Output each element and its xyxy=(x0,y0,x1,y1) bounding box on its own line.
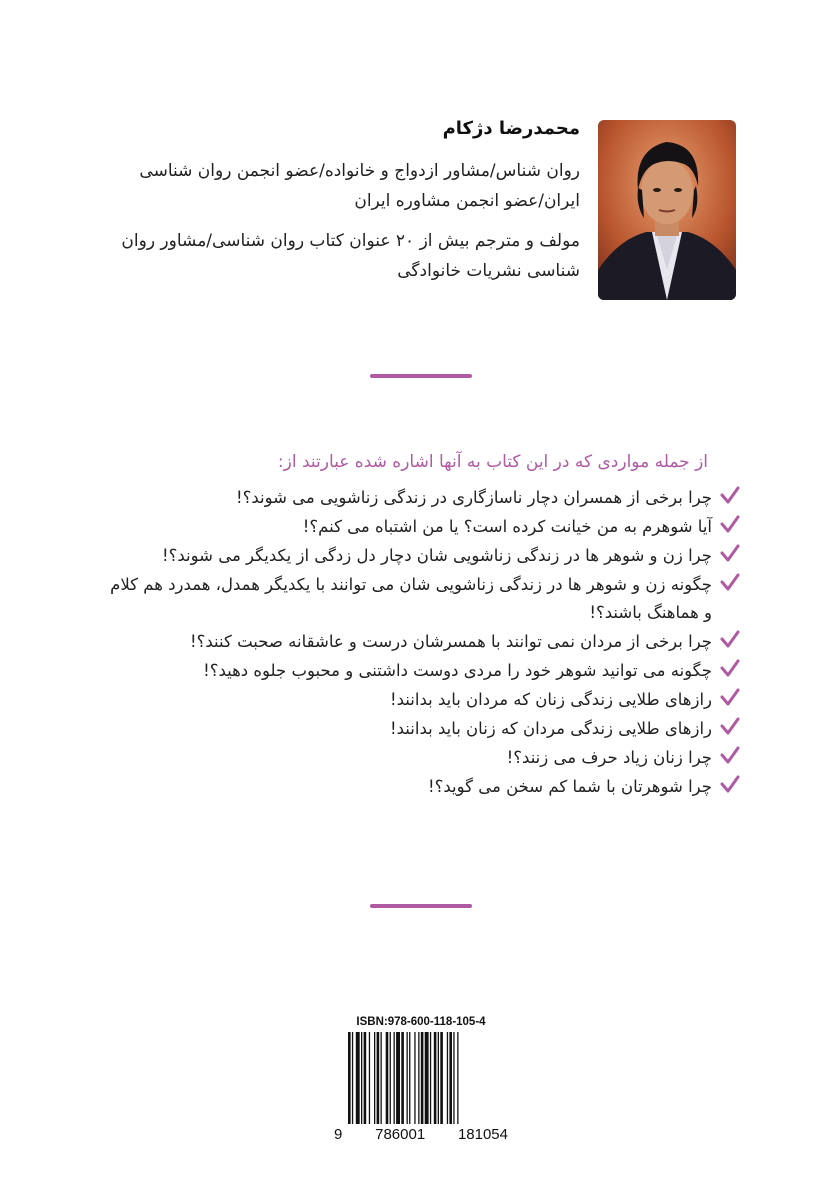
topic-text: چگونه زن و شوهر ها در زندگی زناشویی شان می توانند با یکدیگر همدل، همدرد هم کلام و هماهنگ باشند؟! xyxy=(110,575,712,622)
isbn-barcode xyxy=(334,1016,508,1146)
topic-text: آیا شوهرم به من خیانت کرده است؟ یا من اشتباه می کنم؟! xyxy=(302,517,712,536)
barcode-bar xyxy=(390,1032,391,1124)
topic-text: رازهای طلایی زندگی مردان که زنان باید بدانند! xyxy=(390,719,712,738)
barcode-bar xyxy=(386,1032,389,1124)
topic-text: چرا زن و شوهر ها در زندگی زناشویی شان دچار دل زدگی از یکدیگر می شوند؟! xyxy=(162,546,712,565)
checkmark-icon xyxy=(718,628,740,656)
barcode-bar xyxy=(377,1032,380,1124)
topic-item xyxy=(100,513,740,541)
barcode-bar xyxy=(374,1032,375,1124)
author-bio-publications: مولف و مترجم بیش از ۲۰ عنوان کتاب روان شناسی/مشاور روان شناسی نشریات خانوادگی xyxy=(121,231,580,281)
barcode-bar xyxy=(434,1032,437,1124)
section-divider-top xyxy=(370,374,472,378)
checkmark-icon xyxy=(718,571,740,599)
barcode-bars xyxy=(334,1032,508,1128)
barcode-bar xyxy=(356,1032,360,1124)
author-bio-credentials: روان شناس/مشاور ازدواج و خانواده/عضو انجمن روان شناسی ایران/عضو انجمن مشاوره ایران xyxy=(139,161,580,211)
topic-item xyxy=(100,686,740,714)
barcode-bar xyxy=(418,1032,419,1124)
barcode-bar xyxy=(414,1032,415,1124)
barcode-digit-group-left: 786001 xyxy=(375,1126,426,1143)
barcode-bar xyxy=(449,1032,452,1124)
barcode-bar xyxy=(364,1032,367,1124)
author-name: محمدرضا دژکام xyxy=(442,118,580,139)
topic-item xyxy=(100,715,740,743)
barcode-bar xyxy=(457,1032,458,1124)
barcode-bar xyxy=(409,1032,410,1124)
barcode-bar xyxy=(369,1032,370,1124)
barcode-bar xyxy=(430,1032,431,1124)
barcode-bar xyxy=(440,1032,443,1124)
barcode-bar xyxy=(407,1032,408,1124)
barcode-bar xyxy=(396,1032,400,1124)
checkmark-icon xyxy=(718,484,740,512)
barcode-bar xyxy=(361,1032,362,1124)
barcode-bar xyxy=(352,1032,353,1124)
author-photo xyxy=(598,120,736,300)
barcode-digit-prefix: 9 xyxy=(334,1126,343,1143)
barcode-digit-group-right: 181054 xyxy=(457,1126,508,1143)
barcode-bar xyxy=(425,1032,429,1124)
topic-text: چرا زنان زیاد حرف می زنند؟! xyxy=(506,748,712,767)
topic-item xyxy=(100,773,740,801)
topic-item xyxy=(100,571,740,627)
topic-text: چرا شوهرتان با شما کم سخن می گوید؟! xyxy=(428,777,712,796)
barcode-digits xyxy=(334,1126,508,1143)
barcode-bar xyxy=(447,1032,448,1124)
topic-text: چگونه می توانید شوهر خود را مردی دوست داشتنی و محبوب جلوه دهید؟! xyxy=(203,661,712,680)
checkmark-icon xyxy=(718,657,740,685)
barcode-bar xyxy=(438,1032,439,1124)
barcode-bar xyxy=(421,1032,424,1124)
barcode-bar xyxy=(381,1032,382,1124)
barcode-bar xyxy=(401,1032,404,1124)
topic-text: چرا برخی از همسران دچار ناسازگاری در زندگی زناشویی می شوند؟! xyxy=(235,488,712,507)
isbn-label: ISBN:978-600-118-105-4 xyxy=(356,1016,486,1028)
checkmark-icon xyxy=(718,773,740,801)
topics-intro: از جمله مواردی که در این کتاب به آنها اشاره شده عبارتند از: xyxy=(277,452,708,472)
topic-text: رازهای طلایی زندگی زنان که مردان باید بدانند! xyxy=(390,690,712,709)
topic-item xyxy=(100,744,740,772)
barcode-bar xyxy=(394,1032,395,1124)
topic-text: چرا برخی از مردان نمی توانند با همسرشان درست و عاشقانه صحبت کنند؟! xyxy=(190,632,712,651)
checkmark-icon xyxy=(718,715,740,743)
checkmark-icon xyxy=(718,744,740,772)
barcode-bar xyxy=(453,1032,454,1124)
checkmark-icon xyxy=(718,513,740,541)
topic-item xyxy=(100,628,740,656)
topic-item xyxy=(100,542,740,570)
checkmark-icon xyxy=(718,686,740,714)
section-divider-bottom xyxy=(370,904,472,908)
barcode-bar xyxy=(348,1032,351,1124)
topics-list xyxy=(100,484,740,802)
topic-item xyxy=(100,484,740,512)
topic-item xyxy=(100,657,740,685)
checkmark-icon xyxy=(718,542,740,570)
